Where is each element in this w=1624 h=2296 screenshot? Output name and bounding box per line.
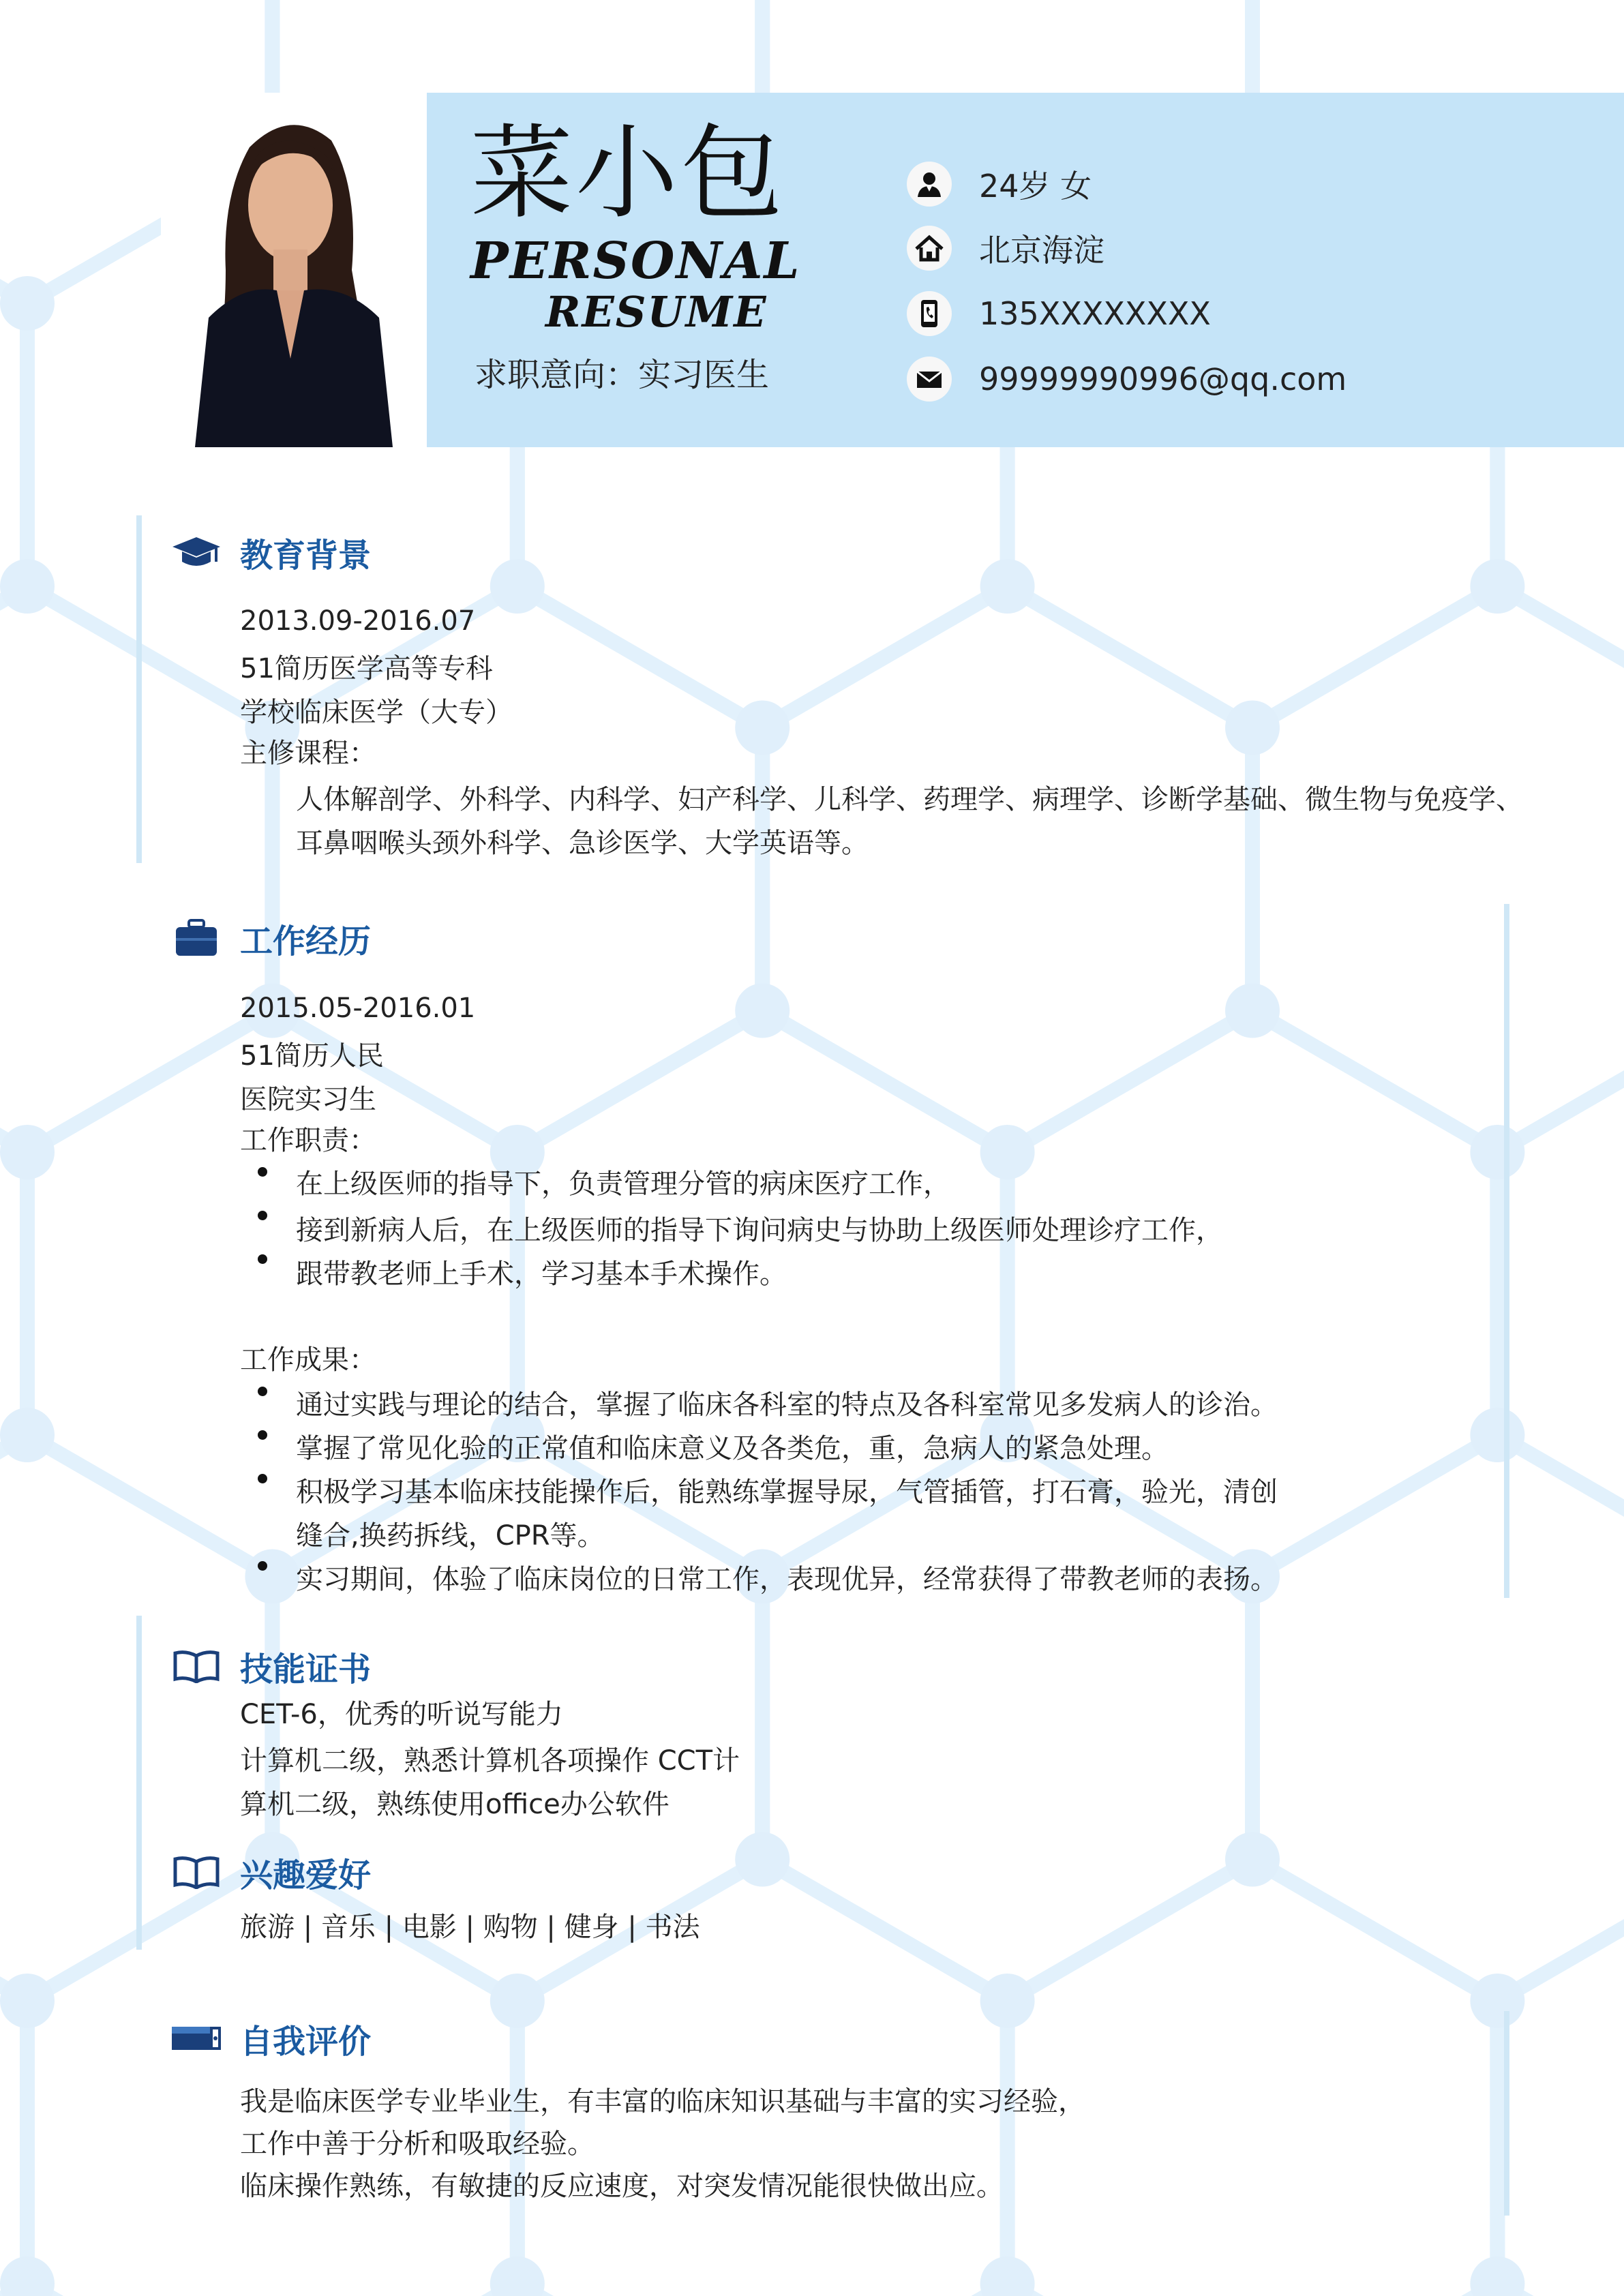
location-text: 北京海淀 <box>979 232 1104 269</box>
duty-item-2: 接到新病人后，在上级医师的指导下询问病史与协助上级医师处理诊疗工作， <box>296 1215 1223 1246</box>
hexagon-node <box>245 1550 299 1604</box>
hobbies-heading <box>170 1845 371 1899</box>
hexagon-node <box>0 559 55 614</box>
hexagon-node <box>490 1974 545 2028</box>
hexagon-outline <box>1497 1860 1624 2296</box>
hexagon-node <box>1470 1125 1524 1179</box>
hexagon-node <box>735 984 790 1038</box>
self-eval-line-3: 临床操作熟练，有敏捷的反应速度，对突发情况能很快做出应。 <box>240 2171 1004 2202</box>
education-title: 教育背景 <box>240 536 372 575</box>
briefcase-icon <box>170 918 222 958</box>
hexagon-node <box>1470 1408 1524 1462</box>
candidate-name: 菜小包 <box>470 115 786 233</box>
hexagon-node <box>1225 984 1280 1038</box>
hexagon-outline <box>1252 586 1624 1152</box>
personal-resume-line2: RESUME <box>545 287 768 337</box>
profile-photo <box>161 93 427 447</box>
duty-item-3: 跟带教老师上手术，学习基本手术操作。 <box>296 1258 787 1290</box>
pen-icon <box>170 2018 222 2059</box>
hexagon-outline <box>762 586 1252 1152</box>
work-position: 医院实习生 <box>240 1084 376 1115</box>
work-heading <box>170 911 371 965</box>
home-icon <box>907 226 952 271</box>
courses-line-1: 人体解剖学、外科学、内科学、妇产科学、儿科学、药理学、病理学、诊断学基础、微生物与免疫学、 <box>296 784 1523 815</box>
hexagon-node <box>980 1125 1035 1179</box>
info-age-gender <box>907 157 1092 211</box>
info-email <box>907 352 1347 406</box>
info-location <box>907 221 1104 275</box>
result-item-4: 实习期间，体验了临床岗位的日常工作，表现优异，经常获得了带教老师的表扬。 <box>296 1564 1278 1595</box>
result-bullet <box>258 1474 267 1483</box>
education-major: 学校临床医学（大专） <box>240 697 513 728</box>
work-period: 2015.05-2016.01 <box>240 993 476 1024</box>
hexagon-node <box>980 2256 1035 2296</box>
hexagon-node <box>980 1974 1035 2028</box>
open-book-icon <box>170 1852 222 1892</box>
graduation-cap-icon <box>170 532 222 573</box>
education-school: 51简历医学高等专科 <box>240 653 493 684</box>
job-intention: 求职意向：实习医生 <box>475 356 770 394</box>
hexagon-node <box>490 2256 545 2296</box>
info-phone <box>907 286 1211 341</box>
education-accent-line <box>136 515 142 863</box>
skills-title: 技能证书 <box>240 1650 372 1689</box>
skill-line-1: CET-6，优秀的听说写能力 <box>240 1699 563 1730</box>
age-gender-text: 24岁 女 <box>979 168 1092 205</box>
hexagon-node <box>0 1974 55 2028</box>
hexagon-node <box>1470 559 1524 614</box>
work-title: 工作经历 <box>240 922 372 961</box>
skill-line-2: 计算机二级，熟悉计算机各项操作 CCT计 <box>240 1745 740 1777</box>
hexagon-node <box>0 1408 55 1462</box>
person-icon <box>907 162 952 207</box>
courses-line-2: 耳鼻咽喉头颈外科学、急诊医学、大学英语等。 <box>296 828 869 859</box>
duty-bullet <box>258 1167 267 1177</box>
skills-accent-line <box>136 1616 142 1950</box>
hexagon-node <box>980 559 1035 614</box>
duty-item-1: 在上级医师的指导下，负责管理分管的病床医疗工作， <box>296 1168 950 1200</box>
phone-text: 135XXXXXXXX <box>979 295 1211 332</box>
duties-label: 工作职责： <box>240 1125 376 1156</box>
result-item-3-continued: 缝合,换药拆线，CPR等。 <box>296 1520 605 1552</box>
education-heading <box>170 525 371 579</box>
hexagon-outline <box>762 1435 1252 2001</box>
self-eval-title: 自我评价 <box>240 2022 372 2061</box>
result-bullet <box>258 1430 267 1440</box>
envelope-icon <box>907 357 952 402</box>
work-company: 51简历人民 <box>240 1040 384 1072</box>
duty-bullet <box>258 1254 267 1264</box>
email-text: 99999990996@qq.com <box>979 361 1347 397</box>
result-item-3: 积极学习基本临床技能操作后，能熟练掌握导尿，气管插管，打石膏，验光，清创 <box>296 1477 1278 1508</box>
result-bullet <box>258 1561 267 1571</box>
education-period: 2013.09-2016.07 <box>240 605 476 637</box>
hexagon-outline <box>1252 1435 1624 2001</box>
hobbies-title: 兴趣爱好 <box>240 1856 372 1894</box>
hexagon-node <box>0 1125 55 1179</box>
result-item-2: 掌握了常见化验的正常值和临床意义及各类危，重，急病人的紧急处理。 <box>296 1433 1169 1464</box>
hexagon-node <box>1225 701 1280 755</box>
skill-line-3: 算机二级，熟练使用office办公软件 <box>240 1789 670 1820</box>
duty-bullet <box>258 1211 267 1220</box>
work-accent-line <box>1504 904 1509 1598</box>
phone-icon <box>907 291 952 336</box>
hexagon-node <box>1470 2256 1524 2296</box>
self-eval-accent-line <box>1504 2011 1509 2216</box>
open-book-icon <box>170 1646 222 1687</box>
hexagon-node <box>490 559 545 614</box>
hexagon-node <box>735 1832 790 1887</box>
hobbies-text: 旅游 | 音乐 | 电影 | 购物 | 健身 | 书法 <box>240 1912 700 1943</box>
hexagon-node <box>1225 1832 1280 1887</box>
result-item-1: 通过实践与理论的结合，掌握了临床各科室的特点及各科室常见多发病人的诊治。 <box>296 1389 1278 1421</box>
self-eval-line-2: 工作中善于分析和吸取经验。 <box>240 2128 595 2160</box>
hexagon-node <box>1470 1974 1524 2028</box>
results-label: 工作成果： <box>240 1344 376 1376</box>
courses-label: 主修课程： <box>240 738 376 769</box>
skills-heading <box>170 1639 371 1693</box>
self-eval-line-1: 我是临床医学专业毕业生，有丰富的临床知识基础与丰富的实习经验， <box>240 2086 1085 2117</box>
hexagon-node <box>735 701 790 755</box>
result-bullet <box>258 1387 267 1396</box>
hexagon-node <box>0 2256 55 2296</box>
hexagon-node <box>0 276 55 331</box>
personal-resume-line1: PERSONAL <box>470 232 801 290</box>
hexagon-outline <box>1008 1860 1498 2296</box>
self-eval-heading <box>170 2011 371 2066</box>
